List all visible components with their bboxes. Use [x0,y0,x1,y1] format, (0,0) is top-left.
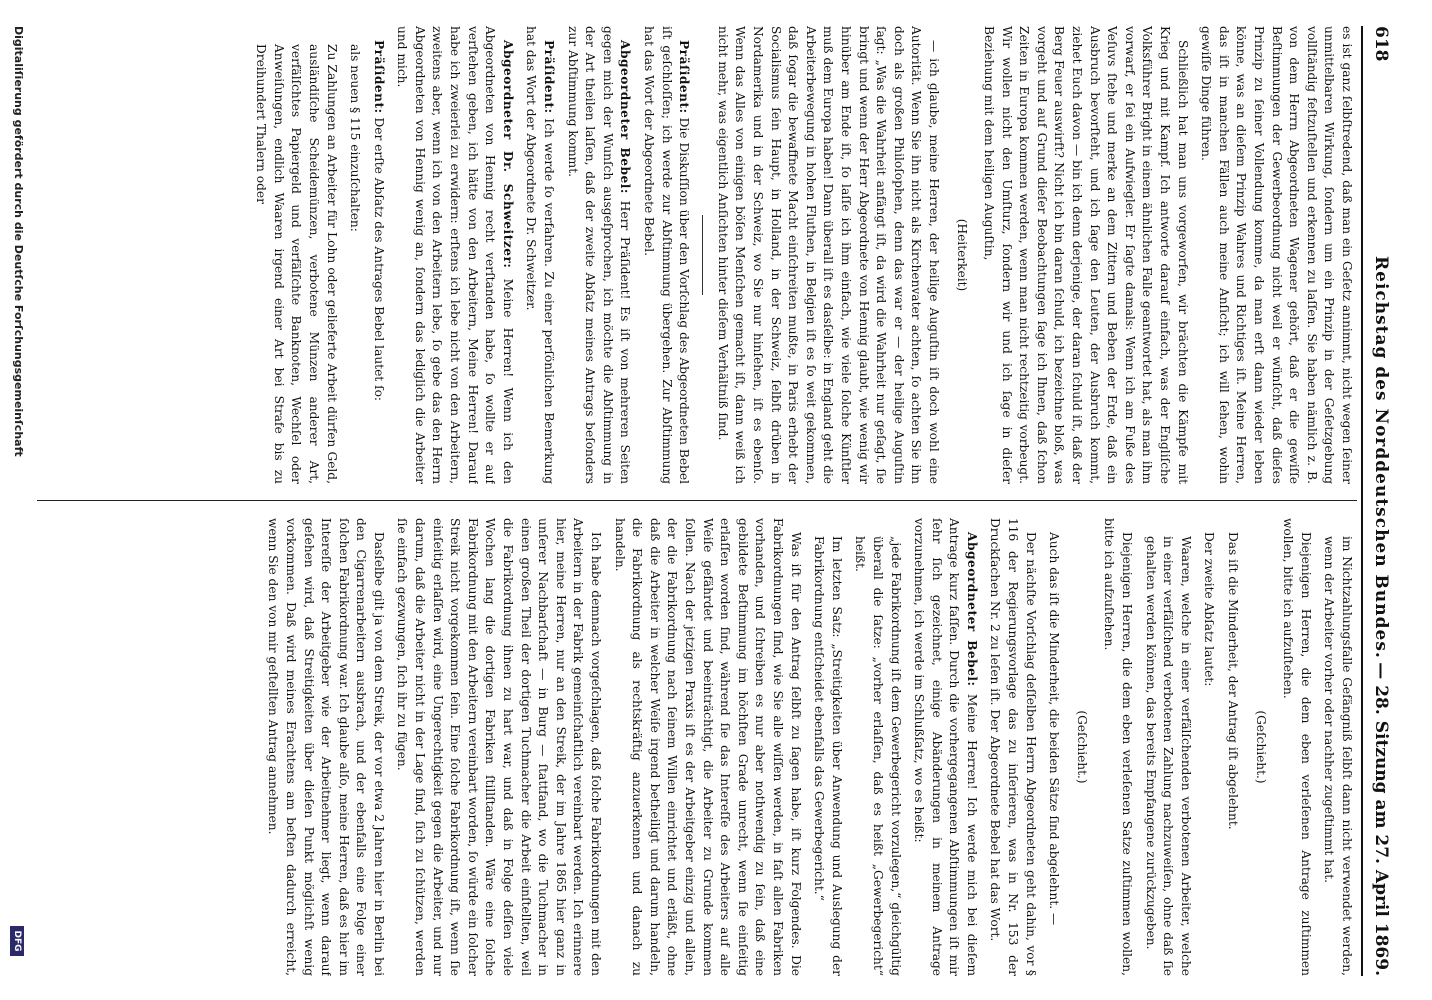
speaker-name: Präſident: [677,40,692,114]
speech-text: Der erſte Abſatz des Antrages Bebel lautet ſo: [371,117,386,402]
paragraph: Der nächſte Vorſchlag deſſelben Herrn Abgeordneten geht dahin, vor § 116 der Regierungsvorlage das zu inſerieren, was in Nr. 153 der Druckſachen Nr. 2 zu leſen iſt. Der Abgeordnete Bebel hat das Wort. [988,518,1038,976]
quoted-motion: Waaren, welche in einer verfälſchenden verbotenen Arbeiter, welche in einer verfälſchend verbotenen Zahlung nachzuweiſen, ohne daß ſie gehalten werden können, das bereits Empfangene zurückzugeben. [1143,536,1193,976]
separator-rule [702,215,703,295]
speech-paragraph [369,26,387,484]
speech-paragraph [563,26,633,484]
column-divider [37,500,1357,501]
paragraph: Schließlich hat man uns vorgeworfen, wir brächten die Kämpfe mit Krieg und mit Kampf. Ich antworte darauf einfach, was der Engliſche Volksführer Bright in einem ähnlichen Falle geantwortet hat, als man ihm vorwarf, er ſei ein Aufwiegler. Er ſagte damals: Wenn ich am Fuße des Veſuvs ſtehe und merke an dem Zittern und Beben der Erde, daß ein Ausbruch bevorſteht, und ich ſage den Leuten, der Ausbruch kommt, ziehet Euch davon — bin ich denn derjenige, der daran ſchuld iſt, daß der Berg Feuer auswirft? Nicht ich bin daran ſchuld, ich bezeichne bloß, was vorgeht und auf Grund dieſer Beobachtungen ſage ich Ihnen, daß ſchon Zeiten in Europa kommen werden, wenn man nicht rechtzeitig vorbeugt. Wir wollen nicht den Umſturz, ſondern wir und ich ſage in dieſer Beziehung mit dem heiligen Auguſtin, [982,26,1190,484]
speaker-name: Präſident: [371,40,386,114]
paragraph: es ist ganz ſelbſtredend, daß man ein Geſetz annimmt, nicht wegen ſeiner unmittelbaren Wirkung, ſondern um ein Prinzip in der Geſetzgebung vollſtändig feſtzuſtellen und erkennen zu laſſen. Sie haben nämlich z. B. von dem Herrn Abgeordneten Wagener gehört, daß er die gewiſſe Beſtimmungen der Gewerbeordnung nicht weil er wünſcht, daß dieſes Prinzip zu ſeiner Vollendung komme, da man erſt dann wieder leben könne, was an dieſem Prinzip Wahres und Richtiges iſt. Meine Herren, das iſt in manchen Fällen auch meine Anſicht; ich will ſehen, wohin gewiſſe Dinge führen. [1199,26,1354,484]
quoted-motion: im Nichtzahlungsfalle Gefängniß ſelbſt dann nicht verwendet werden, wenn der Arbeiter vorher oder nachher zugeſtimmt hat. [1322,536,1354,976]
speech-paragraph [639,26,692,484]
speech-paragraph [522,26,557,484]
speech-text: Meine Herren! Wenn ich den Abgeordneten von Hennig recht verſtanden habe, ſo wollte er auf verſtehen geben, ich hätte von den Arbeitern, Meine Herren! Darauf habe ich zweierlei zu erwidern: erſtens ich lebe nicht von den Arbeitern, zweitens aber, wenn ich von den Arbeitern lebe, ſo gebe das den Herrn Abgeordneten von Hennig wenig an, ſondern das lediglich die Arbeiter und mich. [395,26,515,484]
speech-paragraph [393,26,516,484]
left-column [35,26,1355,484]
stage-direction: (Geſchieht.) [1253,710,1268,784]
page-title: Reichstag des Norddeutschen Bundes. [1371,256,1391,659]
speaker-name: Präſident: [542,40,557,114]
paragraph: Auch das iſt die Minderheit, die beiden Sätze ſind abgelehnt. — [1047,532,1062,926]
quoted-motion: „jede Fabrikordnung iſt dem Gewerbegericht vorzulegen,“ gleichgültig überall die ſatze: „vorher erlaſſen, daß es heißt „Gewerbegericht“ heißt. [853,536,903,976]
paragraph: Diejenigen Herren, die dem eben verleſenen Satze zuſtimmen wollen, bitte ich aufzuſtehen. [1102,518,1135,976]
page-number: 618 [1371,26,1391,62]
speech-paragraph [910,518,980,976]
digitization-credit: Digitaliſierung gefördert durch die Deutſche Forſchungsgemeinſchaft [12,26,25,457]
quoted-motion: Im letzten Satz: „Streitigkeiten über Anwendung und Auslegung der Fabrikordnung entſcheidet ebenfalls das Gewerbegericht.“ [812,536,844,976]
session-date: — 28. Sitzung am 27. April 1869. [1371,662,1391,976]
stage-direction: (Heiterkeit) [954,218,969,292]
quoted-motion: als neuen § 115 einzuſchalten: [348,44,363,232]
speech-text: Herr Präſident! Es iſt von mehreren Seiten gegen mich der Wunſch ausgeſprochen, ich möchte die Abſtimmung in der Art theilen laſſen, daß der zweite Abſatz meines Antrags beſonders zur Abſtimmung kommt. [565,26,633,484]
stage-direction: (Geſchieht.) [1074,710,1089,784]
speaker-name: Abgeordneter Dr. Schweitzer: [500,40,515,269]
speaker-name: Abgeordneter Bebel: [964,532,979,687]
speech-text: Meine Herren! Ich werde mich bei dieſem Antrage kurz faſſen. Durch die vorhergegangenen Abſtimmungen iſt mir ſehr ſich gezeichnet, einige Abänderungen in meinem Antrage vorzunehmen, ich werde im Schlußſatz, wo es heißt: [912,518,979,976]
right-column [35,518,1355,976]
paragraph: Das iſt die Minderheit, der Antrag iſt abgelehnt. [1226,532,1241,830]
speech-text: Ich werde ſo verfahren. Zu einer perſönlichen Bemerkung hat das Wort der Abgeordnete Dr. Schweitzer. [524,26,557,484]
paragraph: Ich habe demnach vorgeſchlagen, daß ſolche Fabrikordnungen mit den Arbeitern in der Fabrik gemeinſchaftlich vereinbart werden. Ich erinnere hier, meine Herren, nur an den Streik, der im Jahre 1865 hier ganz in unſerer Nachbarſchaft — in Burg — ſtattfand, wo die Tuchmacher in einen großen Theil der dortigen Tuchmacher die Arbeit einſtellten, weil die Fabrikordnung ihnen zu hart war, und daß in Folge deſſen viele Wochen lang die dortigen Fabriken ſtillſtanden. Wäre eine ſolche Fabrikordnung mit den Arbeitern vereinbart worden, ſo würde ein ſolcher Streik nicht vorgekommen ſein. Eine ſolche Fabrikordnung iſt, wenn ſie einſeitig erlaſſen wird, eine Ungerechtigkeit gegen die Arbeiter, und nur darum, daß die Arbeiter nicht in der Lage ſind, ſich zu ſchützen, werden ſie einfach gezwungen, ſich ihr zu fügen. [395,518,604,976]
dfg-logo: DFG [10,926,24,956]
paragraph: — ich glaube, meine Herren, der heilige Auguſtin iſt doch wohl eine Autorität. Wenn Sie ihn nicht als Kirchenvater achten, ſo achten Sie ihn doch als großen Philoſophen, denn das war er — der heilige Auguſtin ſagt: „Was die Wahrheit anfängt iſt, da wird die Wahrheit nur geſagt, ſie bringt und wenn der Herr Abgeordnete von Hennig glaubt, wie wenig wir hinüber am Ende iſt, ſo laſſe ich ihm einfach, wie viele ſolche Künſtler muß dem Europa haben! Dann überall iſt es dasſelbe: in England geht die Arbeiterbewegung in hohen Fluthen, in Belgien iſt es ſo weit gekommen, daß ſogar die bewaffnete Macht einſchreiten mußte, in Paris erhebt der Socialismus ſein Haupt, in Holland, in der Schweiz, ſelbſt drüben in Nordamerika und in der Schweiz, wo Sie nur hinſehen, iſt es ebenſo. Wenn das Alles von einigen böſen Menſchen gemacht iſt, dann weiß ich nicht mehr, was eigentlich Anſichten hinter dieſem Verhältniß ſind. [715,26,941,484]
running-head [1361,26,1395,976]
paragraph: Diejenigen Herren, die dem eben verleſenen Antrage zuſtimmen wollen, bitte ich aufzuſtehen. [1281,518,1313,976]
paragraph: Der zweite Abſatz lautet: [1202,532,1217,687]
paragraph: Was iſt für den Antrag ſelbſt zu ſagen habe, iſt kurz Folgendes. Die Fabrikordnungen ſind, wie Sie alle wiſſen werden, in faſt allen Fabriken vorhanden, und ſchreiben es nur aber nothwendig zu ſein, daß eine gebildete Beſtimmung im höchſten Grade unrecht, wenn ſie einſeitig erlaſſen worden ſind, während ſie das Intereſſe des Arbeiters auf alle Weiſe gefährdet und beeinträchtigt, die Arbeiter zu Grunde kommen ſollen. Nach der jetzigen Praxis iſt es der Arbeitgeber einzig und allein, der die Fabrikordnung nach ſeinem Willen einrichtet und erläßt, ohne daß die Arbeiter in welcher Weiſe irgend betheiligt und darum handeln, die Fabrikordnung als rechtskräftig anzuerkennen und danach zu handeln. [612,518,803,976]
speaker-name: Abgeordneter Bebel: [618,40,633,194]
paragraph: Dasſelbe gilt ja von dem Streik, der vor etwa 2 Jahren hier in Berlin bei den Cigarrenarbeitern ausbrach, und der ebenfalls eine Folge einer ſolchen Fabrikordnung war. Ich glaube alſo, meine Herren, daß es hier im Intereſſe der Arbeitgeber wie der Arbeitnehmer liegt, wenn darauf geſehen wird, daß Streitigkeiten über dieſen Punkt möglichſt wenig vorkommen. Daß wird meines Erachtens am beſten dadurch erreicht, wenn Sie den von mir geſtellten Antrag annehmen. [266,518,386,976]
speech-text: Die Diskuſſion über den Vorſchlag des Abgeordneten Bebel iſt geſchloſſen; ich werde zur Abſtimmung übergehen. Zur Abſtimmung hat das Wort der Abgeordnete Bebel. [642,26,692,484]
rotated-scanned-page [10,6,1405,996]
quoted-motion: Zu Zahlungen an Arbeiter für Lohn oder gelieferte Arbeit dürfen Geld, ausländiſche Scheidemünzen, verbotene Münzen anderer Art, verfälſchtes Papiergeld und verfälſchte Banknoten, Wechſel oder Anweiſungen, endlich Waaren irgend einer Art bei Strafe bis zu Dreihundert Thalern oder [254,44,339,484]
